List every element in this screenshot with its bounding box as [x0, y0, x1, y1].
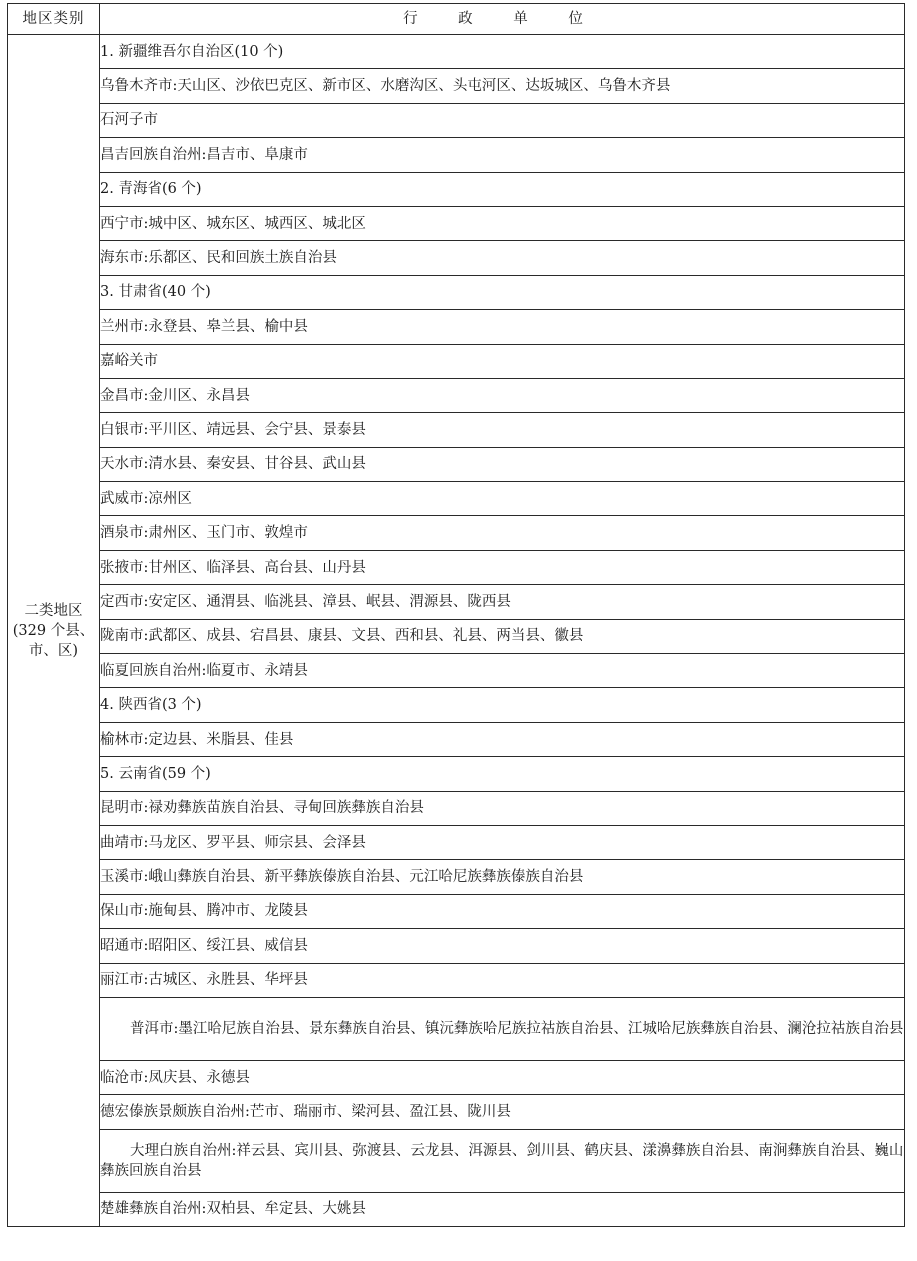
table-row	[8, 1129, 905, 1192]
region-category-cell	[8, 35, 100, 1227]
admin-unit-cell: 德宏傣族景颇族自治州:芒市、瑞丽市、梁河县、盈江县、陇川县	[100, 1095, 905, 1129]
table-row	[8, 1095, 905, 1129]
admin-unit-cell: 榆林市:定边县、米脂县、佳县	[100, 722, 905, 756]
admin-unit-cell: 玉溪市:峨山彝族自治县、新平彝族傣族自治县、元江哈尼族彝族傣族自治县	[100, 860, 905, 894]
table-row	[8, 482, 905, 516]
admin-unit-cell: 武威市:凉州区	[100, 482, 905, 516]
table-header-row	[8, 4, 905, 35]
table-row	[8, 310, 905, 344]
admin-unit-cell: 陇南市:武都区、成县、宕昌县、康县、文县、西和县、礼县、两当县、徽县	[100, 619, 905, 653]
table-row	[8, 172, 905, 206]
table-row	[8, 757, 905, 791]
table-body	[8, 35, 905, 1227]
admin-unit-cell: 西宁市:城中区、城东区、城西区、城北区	[100, 206, 905, 240]
province-heading-cell: 5. 云南省(59 个)	[100, 757, 905, 791]
table-row	[8, 206, 905, 240]
admin-unit-cell: 昆明市:禄劝彝族苗族自治县、寻甸回族彝族自治县	[100, 791, 905, 825]
table-row	[8, 447, 905, 481]
admin-unit-cell: 张掖市:甘州区、临泽县、高台县、山丹县	[100, 550, 905, 584]
table-row	[8, 1192, 905, 1226]
admin-unit-cell: 临夏回族自治州:临夏市、永靖县	[100, 654, 905, 688]
region-category-line1: 二类地区	[24, 602, 83, 619]
province-heading-cell: 1. 新疆维吾尔自治区(10 个)	[100, 35, 905, 69]
admin-unit-cell: 丽江市:古城区、永胜县、华坪县	[100, 963, 905, 997]
table-row	[8, 344, 905, 378]
table-row	[8, 963, 905, 997]
table-row	[8, 550, 905, 584]
table-row	[8, 378, 905, 412]
region-category-line2: (329 个县、	[12, 622, 95, 639]
table-row	[8, 241, 905, 275]
table-row	[8, 860, 905, 894]
table-row	[8, 654, 905, 688]
admin-unit-cell: 曲靖市:马龙区、罗平县、师宗县、会泽县	[100, 825, 905, 859]
admin-unit-cell: 楚雄彝族自治州:双柏县、牟定县、大姚县	[100, 1192, 905, 1226]
region-table	[7, 3, 905, 1227]
admin-unit-cell: 酒泉市:肃州区、玉门市、敦煌市	[100, 516, 905, 550]
table-row	[8, 1060, 905, 1094]
admin-unit-cell: 嘉峪关市	[100, 344, 905, 378]
admin-unit-cell: 石河子市	[100, 103, 905, 137]
table-row	[8, 997, 905, 1060]
column-header-admin-units: 行 政 单 位	[100, 4, 905, 35]
table-row	[8, 929, 905, 963]
province-heading-cell: 4. 陕西省(3 个)	[100, 688, 905, 722]
admin-unit-cell: 昌吉回族自治州:昌吉市、阜康市	[100, 138, 905, 172]
admin-unit-cell: 乌鲁木齐市:天山区、沙依巴克区、新市区、水磨沟区、头屯河区、达坂城区、乌鲁木齐县	[100, 69, 905, 103]
admin-unit-cell: 昭通市:昭阳区、绥江县、威信县	[100, 929, 905, 963]
admin-unit-cell: 金昌市:金川区、永昌县	[100, 378, 905, 412]
table-row	[8, 413, 905, 447]
document-page	[7, 3, 904, 1227]
table-row	[8, 791, 905, 825]
table-row	[8, 35, 905, 69]
table-row	[8, 825, 905, 859]
table-row	[8, 138, 905, 172]
admin-unit-cell: 临沧市:凤庆县、永德县	[100, 1060, 905, 1094]
table-row	[8, 688, 905, 722]
admin-unit-cell: 定西市:安定区、通渭县、临洮县、漳县、岷县、渭源县、陇西县	[100, 585, 905, 619]
region-category-line3: 市、区)	[28, 642, 79, 659]
admin-unit-cell: 保山市:施甸县、腾冲市、龙陵县	[100, 894, 905, 928]
province-heading-cell: 2. 青海省(6 个)	[100, 172, 905, 206]
table-row	[8, 585, 905, 619]
province-heading-cell: 3. 甘肃省(40 个)	[100, 275, 905, 309]
admin-unit-cell: 海东市:乐都区、民和回族土族自治县	[100, 241, 905, 275]
admin-unit-cell: 大理白族自治州:祥云县、宾川县、弥渡县、云龙县、洱源县、剑川县、鹤庆县、漾濞彝族自治县、南涧彝族自治县、巍山彝族回族自治县	[100, 1129, 905, 1192]
table-row	[8, 516, 905, 550]
table-row	[8, 103, 905, 137]
table-row	[8, 69, 905, 103]
column-header-category: 地区类别	[8, 4, 100, 35]
table-row	[8, 275, 905, 309]
table-row	[8, 619, 905, 653]
admin-unit-cell: 普洱市:墨江哈尼族自治县、景东彝族自治县、镇沅彝族哈尼族拉祜族自治县、江城哈尼族彝族自治县、澜沧拉祜族自治县	[100, 997, 905, 1060]
admin-unit-cell: 天水市:清水县、秦安县、甘谷县、武山县	[100, 447, 905, 481]
table-row	[8, 894, 905, 928]
table-row	[8, 722, 905, 756]
admin-unit-cell: 白银市:平川区、靖远县、会宁县、景泰县	[100, 413, 905, 447]
admin-unit-cell: 兰州市:永登县、皋兰县、榆中县	[100, 310, 905, 344]
